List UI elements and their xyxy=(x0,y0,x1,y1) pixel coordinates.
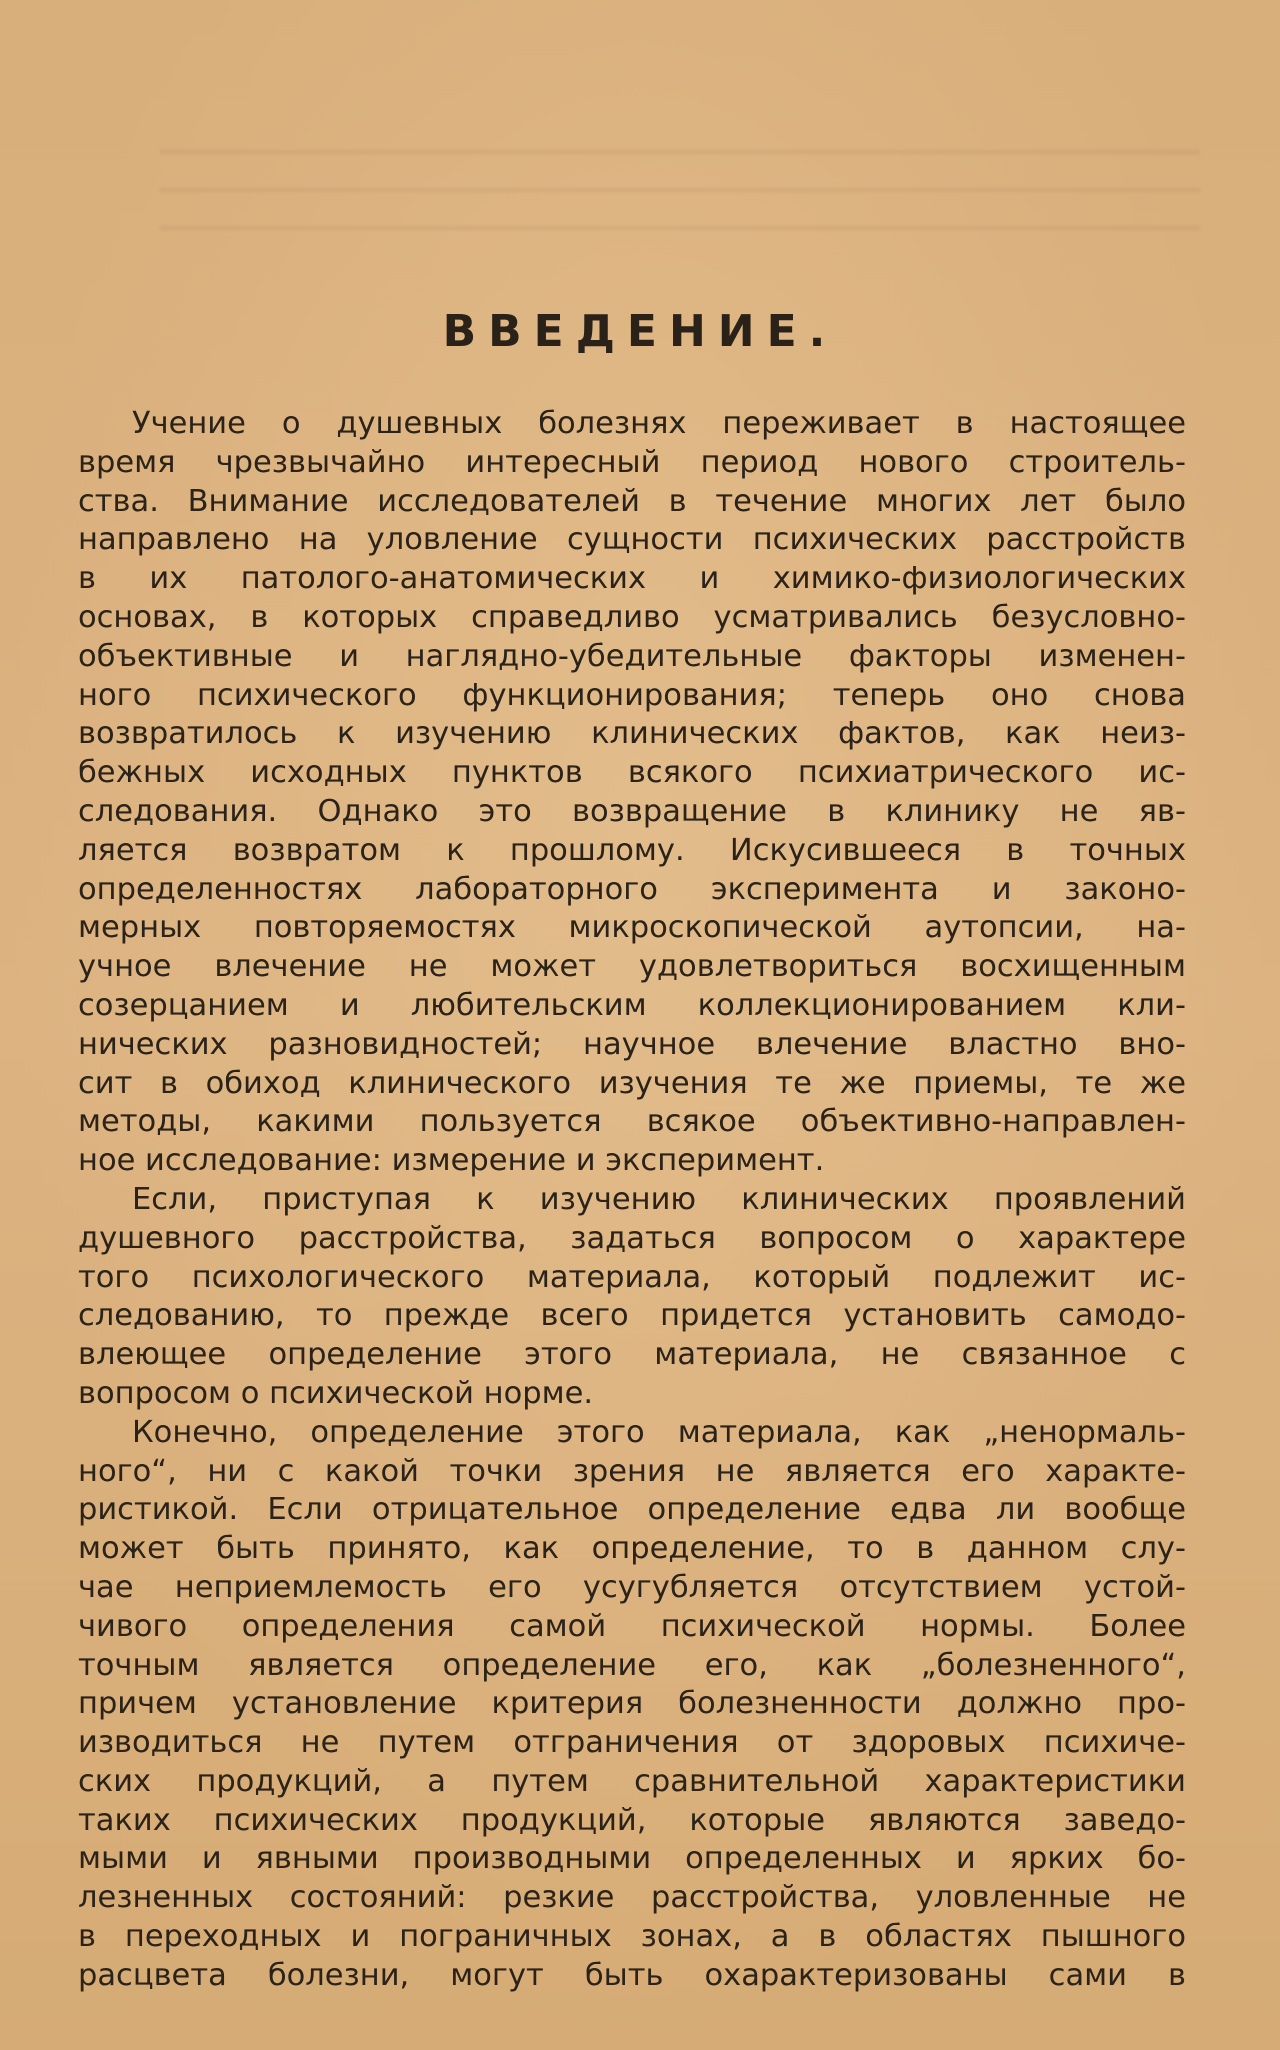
text-line: мыми и явными производными определенных и ярких бо- xyxy=(78,1841,1186,1877)
text-line: таких психических продукций, которые являются заведо- xyxy=(78,1802,1186,1838)
text-line: изводиться не путем отграничения от здоровых психиче- xyxy=(78,1725,1186,1761)
text-line: лезненных состояний: резкие расстройства, уловленные не xyxy=(78,1880,1186,1916)
text-line: время чрезвычайно интересный период нового строитель- xyxy=(78,444,1186,480)
text-line: причем установление критерия болезненности должно про- xyxy=(78,1686,1186,1722)
text-line: ляется возвратом к прошлому. Искусившееся в точных xyxy=(78,832,1186,868)
text-line: направлено на уловление сущности психических расстройств xyxy=(78,522,1186,558)
text-line: ских продукций, а путем сравнительной характеристики xyxy=(78,1763,1186,1799)
text-line: Если, приступая к изучению клинических проявлений xyxy=(132,1181,1186,1217)
text-line: вопросом о психической норме. xyxy=(78,1375,594,1411)
text-line: методы, какими пользуется всякое объективно-направлен- xyxy=(78,1104,1186,1140)
text-line: объективные и наглядно-убедительные факторы изменен- xyxy=(78,638,1186,674)
text-line: ристикой. Если отрицательное определение едва ли вообще xyxy=(78,1492,1186,1528)
text-line: чивого определения самой психической нормы. Более xyxy=(78,1608,1186,1644)
text-line: точным является определение его, как „болезненного“, xyxy=(78,1647,1186,1683)
text-line: сит в обиход клинического изучения те же приемы, те же xyxy=(78,1065,1186,1101)
text-line: бежных исходных пунктов всякого психиатрического ис- xyxy=(78,755,1186,791)
text-line: в их патолого-анатомических и химико-физиологических xyxy=(78,561,1186,597)
text-line: ного“, ни с какой точки зрения не является его характе- xyxy=(78,1453,1186,1489)
text-line: следования. Однако это возвращение в клинику не яв- xyxy=(78,793,1186,829)
text-line: Конечно, определение этого материала, как „ненормаль- xyxy=(132,1414,1186,1450)
text-line: следованию, то прежде всего придется установить самодо- xyxy=(78,1298,1186,1334)
text-line: душевного расстройства, задаться вопросом о характере xyxy=(78,1220,1186,1256)
text-line: ства. Внимание исследователей в течение многих лет было xyxy=(78,483,1186,519)
body-text xyxy=(78,405,1186,1996)
text-line: Учение о душевных болезнях переживает в настоящее xyxy=(132,406,1186,441)
bleed-through-text xyxy=(160,150,1200,240)
text-line: ного психического функционирования; теперь оно снова xyxy=(78,677,1186,713)
text-line: созерцанием и любительским коллекционированием кли- xyxy=(78,987,1186,1023)
text-line: возвратилось к изучению клинических фактов, как неиз- xyxy=(78,716,1186,752)
text-line: учное влечение не может удовлетвориться восхищенным xyxy=(78,949,1186,985)
text-line: расцвета болезни, могут быть охарактеризованы сами в xyxy=(78,1957,1186,1993)
text-line: основах, в которых справедливо усматривались безусловно- xyxy=(78,599,1186,635)
text-line: определенностях лабораторного эксперимента и законо- xyxy=(78,871,1186,907)
text-line: влеющее определение этого материала, не связанное с xyxy=(78,1337,1186,1373)
text-line: может быть принято, как определение, то в данном слу- xyxy=(78,1531,1186,1567)
text-line: ное исследование: измерение и эксперимент. xyxy=(78,1143,825,1179)
chapter-title: ВВЕДЕНИЕ. xyxy=(442,306,838,357)
text-line: того психологического материала, который подлежит ис- xyxy=(78,1259,1186,1295)
text-line: мерных повторяемостях микроскопической аутопсии, на- xyxy=(78,910,1186,946)
text-line: нических разновидностей; научное влечение властно вно- xyxy=(78,1026,1186,1062)
text-line: чае неприемлемость его усугубляется отсутствием устой- xyxy=(78,1569,1186,1605)
text-line: в переходных и пограничных зонах, а в областях пышного xyxy=(78,1919,1186,1955)
